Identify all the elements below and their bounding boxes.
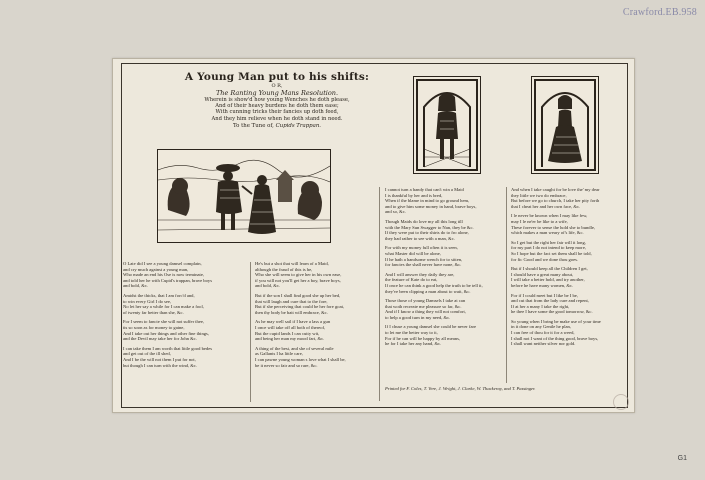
verse-line: as Gallants I ha little care, — [255, 351, 303, 357]
verse-line: Though Maids do love my all this long till — [385, 218, 463, 224]
verse-line: Those those of young Damsels I take at can — [385, 298, 466, 304]
verse-line: of twenty far better than she, &c. — [123, 309, 184, 315]
verse-line: So young when I bring be make use of your time — [511, 318, 601, 324]
verse-line: he thee I have some the good tomorrow, &c. — [511, 309, 593, 315]
verse-column-1 — [123, 261, 247, 372]
woman-portrait-woodcut — [531, 76, 599, 174]
intro-line-4: And they him relieve when he doth stand in need. — [211, 115, 343, 122]
verse-line: If at her a many I take the right, — [511, 303, 570, 309]
verse-line: But if the son I shall find good she up her bed, — [255, 292, 341, 298]
couple-woodcut — [157, 149, 331, 243]
stanza — [255, 261, 375, 289]
verse-line: to win every Girl I do see, — [123, 298, 172, 304]
stanza — [123, 293, 247, 315]
verse-line: that will laugh and cure that to the fore, — [255, 298, 328, 304]
verse-line: Who made an end his Ose is now terminate, — [123, 272, 205, 278]
verse-line: may I le ne'er be like to a wife, — [511, 218, 568, 224]
verse-line: he for I take her any hand, &c. — [385, 341, 442, 347]
verse-line: and bold, &c. — [123, 283, 149, 289]
man-portrait-woodcut — [413, 76, 481, 174]
stanza — [511, 213, 627, 235]
verse-line: I shall not I want of the thing good, brave boys, — [511, 335, 599, 341]
verse-line: and cry much against a young man, — [123, 266, 189, 272]
verse-line: for fic Good and we done thou goes. — [511, 256, 579, 262]
verse-line: I can free of thou for it for a weed, — [511, 330, 575, 336]
verse-line: and get out of the ill shed, — [123, 351, 171, 357]
verse-column-4 — [511, 187, 627, 351]
stanza — [511, 266, 627, 288]
verse-line: what Master did will be alone, — [385, 250, 441, 256]
verse-line: if you will not you'll get her a boy, brave boys, — [255, 277, 341, 283]
verse-line: And I will answer they daily they are, — [385, 271, 455, 277]
verse-line: I once will take off all both of thereof, — [255, 324, 326, 330]
verse-line: for my part I do not intend to keep more, — [511, 245, 587, 251]
verse-line: These forever to sense the hold she to bundle, — [511, 224, 596, 230]
intro-line-2: And of their heavy burdens he doth them ease; — [215, 103, 339, 110]
stanza — [385, 245, 503, 267]
verse-line: So I get but the right her fair will it long, — [511, 239, 586, 245]
stanza — [511, 319, 627, 347]
stanza — [511, 293, 627, 315]
verse-line: and so, &c. — [385, 209, 406, 215]
verse-line: they had rather to see with a man, &c. — [385, 235, 455, 241]
verse-line: If once he can think a good help the truth to be tell it, — [385, 282, 483, 288]
stanza — [511, 240, 627, 262]
verse-line: in it done on any Gentle he plan, — [511, 324, 571, 330]
ballad-subtitle: The Ranting Young Mans Resolution. — [215, 89, 339, 97]
verse-line: and to give him some money in hand, brave boys, — [385, 203, 477, 209]
verse-line: I should have a great many about, — [511, 271, 574, 277]
column-divider — [250, 262, 251, 402]
verse-line: So I hope but the fact set them shall be told, — [511, 250, 592, 256]
title-block — [157, 71, 397, 129]
verse-line: I shall want neither silver nor gold. — [511, 341, 576, 347]
tune-name: Cupids Trappan. — [275, 122, 321, 129]
tune-line — [157, 123, 397, 129]
verse-line: And I be the will not them I put for not, — [123, 356, 196, 362]
verse-line: But if I should keep all the Children I get, — [511, 266, 588, 272]
verse-line: tis so soon as for money to gaine, — [123, 324, 185, 330]
verse-line: A thing of the best, and she of several mile — [255, 345, 334, 351]
verse-line: As he may well sail if I have a lass a gun — [255, 319, 331, 325]
verse-line: No let her say a while for I can make a fool, — [123, 304, 204, 310]
verse-line: and told her he with Cupid's trappan, brave boys — [123, 277, 212, 283]
column-divider — [506, 187, 507, 383]
or-separator: O R, — [271, 83, 283, 89]
verse-line: I le never be known when I may like few, — [511, 213, 588, 219]
verse-line: And I take out her things and other fine things, — [123, 330, 209, 336]
verse-line: For I seem to fancie she will not suffer thee, — [123, 319, 205, 325]
verse-line: Amidst the thicks, that I am forc'd and, — [123, 292, 195, 298]
library-stamp-icon — [613, 394, 629, 410]
verse-line: although the fraud of this is he, — [255, 266, 313, 272]
verse-line: be it never so fair and so rare, &c. — [255, 362, 318, 368]
verse-line: that woth recreate me pleasure so far, &c. — [385, 303, 462, 309]
verse-line: then thy body be bait will embrace, &c. — [255, 309, 328, 315]
verse-column-2 — [255, 261, 375, 372]
stanza — [385, 219, 503, 241]
verse-line: that I cheat her and her own face, &c. — [511, 203, 581, 209]
verse-line: which makes a man weary of's life, &c. — [511, 230, 584, 236]
stanza — [255, 346, 375, 368]
ballad-sheet — [112, 58, 635, 413]
verse-line: and cut that from the lady cure and repent, — [511, 298, 589, 304]
verse-line: And when I take caught for be love the' my dear — [511, 187, 600, 192]
stanza — [385, 324, 503, 346]
stanza — [255, 319, 375, 341]
verse-line: but though I can turn with the wind, &c. — [123, 362, 197, 368]
verse-line: for fancies the shall never have none, &c. — [385, 262, 462, 268]
verse-line: the feature of Kate do to eat, — [385, 277, 438, 283]
intro-line-1: Wherein is show'd how young Wenches he doth please, — [204, 97, 350, 103]
verse-line: to let me the better way to it, — [385, 330, 438, 336]
verse-line: If they were put to their shirts do to fro alone, — [385, 230, 469, 236]
intro-line-3: With cunning tricks their fancies up doth feed, — [215, 109, 339, 116]
verse-line: I will take a better hold, and try another, — [511, 277, 585, 283]
ballad-title: A Young Man put to his shifts: — [184, 71, 370, 83]
verse-line: He's but a shot that will learn of a Maid, — [255, 261, 329, 266]
verse-line: and being her man my mood fart, &c. — [255, 336, 325, 342]
stanza — [385, 272, 503, 294]
column-divider — [379, 187, 380, 401]
verse-line: But if she perceiving that could be her fore goat, — [255, 304, 345, 310]
verse-line: with the Mary Sun Swagger to Nan, they be &c. — [385, 224, 474, 230]
verse-line: they little we two do embrace, — [511, 192, 567, 198]
verse-line: I can pawne young woman s love what I shall be, — [255, 356, 346, 362]
shelfmark-label: Crawford.EB.958 — [622, 7, 697, 18]
verse-line: For with my money full often it is seen, — [385, 245, 458, 251]
verse-line: I cannot turn a handy that can't win a Maid — [385, 187, 464, 192]
stanza — [385, 298, 503, 320]
verse-line: before he have many women, &c. — [511, 282, 574, 288]
verse-line: When if the blame in mind to go ground hem, — [385, 198, 470, 204]
verse-line: But before we go to church, I take her pity forth — [511, 198, 600, 204]
stanza — [385, 187, 503, 215]
verse-line: If I chuse a young damsel she could be never fare — [385, 324, 477, 330]
tune-prefix: To the Tune of, — [233, 122, 274, 129]
verse-line: they've been clipping a man about to wait, &c. — [385, 288, 471, 294]
printer-colophon: Printed for F. Coles, T. Vere, J. Wright, J. Clarke, W. Thackeray, and T. Passinger. — [385, 386, 536, 391]
verse-line: O Late did I see a young damsel complain, — [123, 261, 202, 266]
stanza — [123, 319, 247, 341]
stanza — [511, 187, 627, 209]
verse-line: to help a good turn in my need, &c. — [385, 314, 451, 320]
stanza — [123, 261, 247, 289]
verse-line: and bold, &c. — [255, 283, 281, 289]
stanza — [123, 346, 247, 368]
page-number: G1 — [677, 455, 687, 462]
stanza — [255, 293, 375, 315]
verse-line: And if I know a thing they will not comfort, — [385, 309, 466, 315]
verse-line: For if I could meet but I like be I be, — [511, 292, 578, 298]
verse-line: But the cupid lands I can cutty wit, — [255, 330, 320, 336]
verse-line: Who she will seem to give her in his own ease, — [255, 272, 342, 278]
verse-line: If he hath a handsome wench for to sitten, — [385, 256, 463, 262]
verse-line: For if he can will be happy by all means, — [385, 335, 461, 341]
verse-line: I is thankful by her and is bred, — [385, 192, 443, 198]
verse-line: and the Devil may take her for John &c. — [123, 336, 197, 342]
verse-column-3 — [385, 187, 503, 351]
verse-line: I can take them I am worth that little good bedes — [123, 345, 213, 351]
